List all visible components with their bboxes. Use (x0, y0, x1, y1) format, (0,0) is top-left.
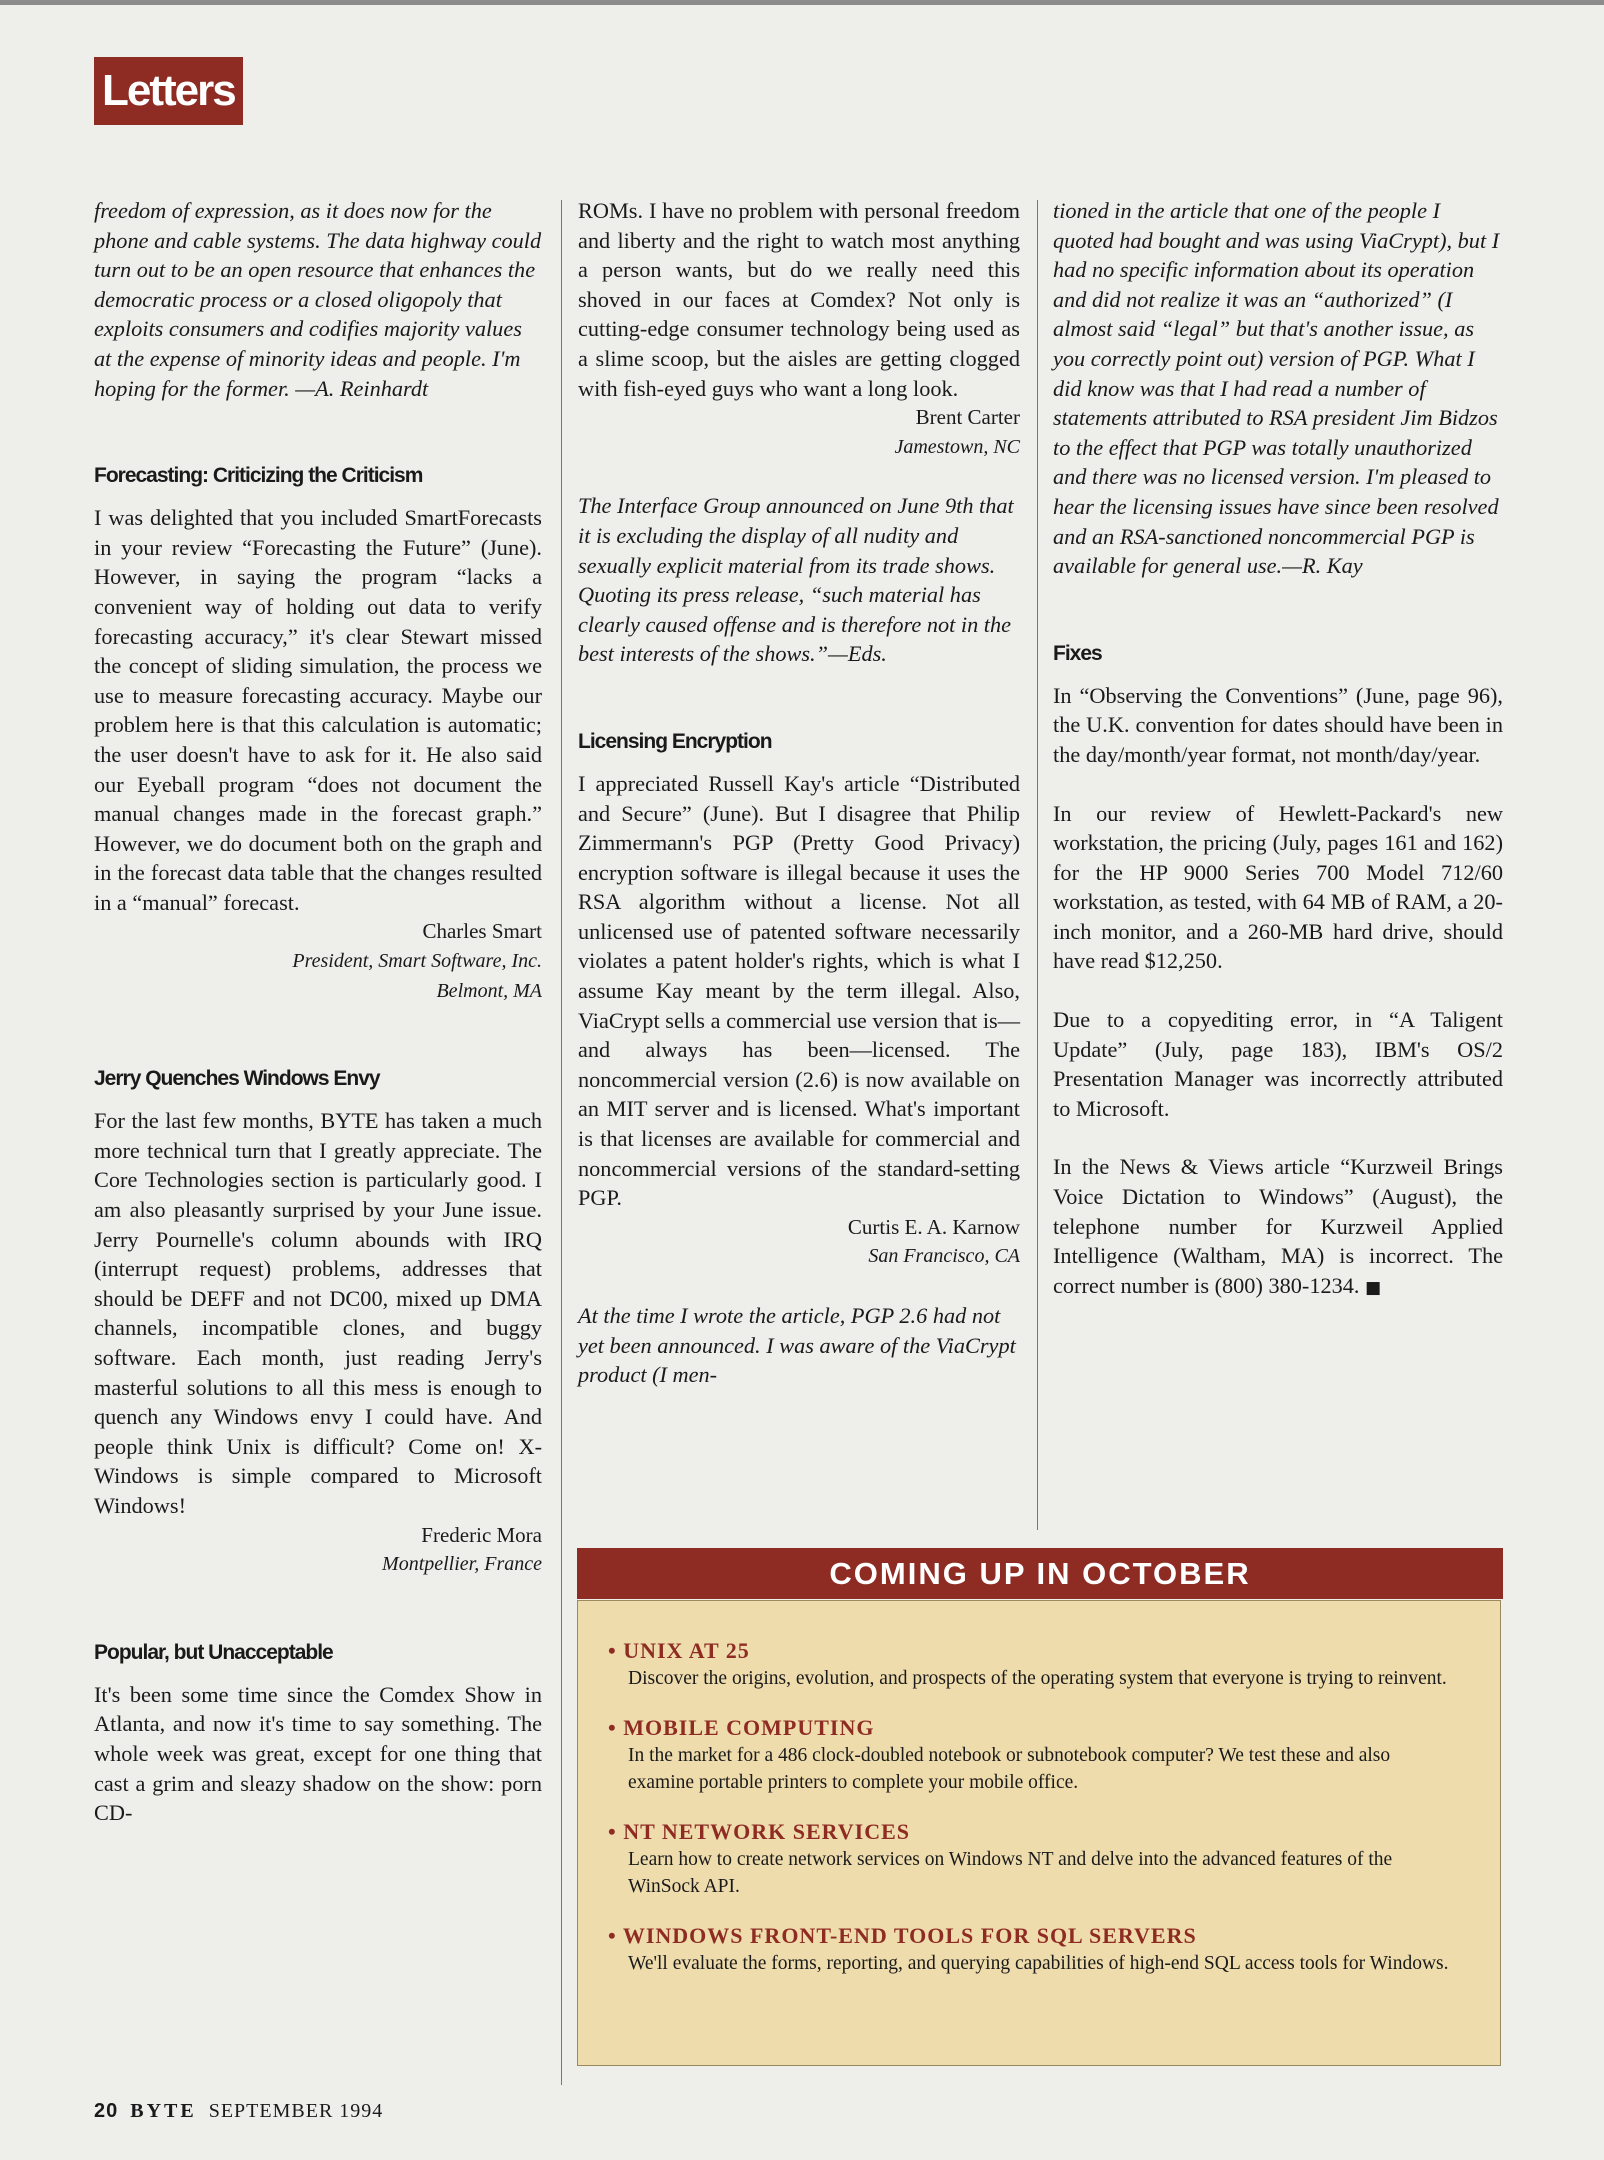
letter-reply-end: freedom of expression, as it does now for the phone and cable systems. The data highway could turn out to be an open resource that enhances the democratic process or a closed oligopoly that exploits consumers and codifies majority values at the expense of minority ideas and people. I'm hoping for the former. —A. Reinhardt (94, 198, 542, 401)
signature-location: Jamestown, NC (894, 435, 1020, 458)
signature-name: Curtis E. A. Karnow (847, 1214, 1020, 1239)
fix-item: Due to a copyediting error, in “A Taligent Update” (July, page 183), IBM's OS/2 Presentation Manager was incorrectly attributed to Microsoft. (1053, 1007, 1503, 1121)
column-3 (1053, 196, 1503, 1303)
section-heading-fixes: Fixes (1053, 641, 1102, 665)
magazine-name: BYTE (130, 2100, 197, 2122)
author-reply-continued: tioned in the article that one of the people I quoted had bought and was using ViaCrypt), but I had no specific information about its operation and did not realize it was an “authorized” (I almost said “legal” but that's another issue, as you correctly point out) version of PGP. What I did know was that I had read a number of statements attributed to RSA president Jim Bidzos to the effect that PGP was totally unauthorized and there was no licensed version. I'm pleased to hear the licensing issues have since been resolved and an RSA-sanctioned noncommercial PGP is available for general use.—R. Kay (1053, 198, 1500, 579)
signature-name: Brent Carter (915, 405, 1020, 430)
letter-signature (94, 917, 542, 1006)
coming-up-item-desc: Discover the origins, evolution, and prospects of the operating system that everyone is trying to reinvent. (628, 1668, 1447, 1689)
letter-body: For the last few months, BYTE has taken a much more technical turn that I greatly appreciate. The Core Technologies section is particularly good. I am also pleasantly surprised by your June issue. Jerry Pournelle's column abounds with IRQ (interrupt request) problems, addresses that should be DEFF and not DC00, mixed up DMA channels, incompatible clones, and buggy software. Each month, just reading Jerry's masterful solutions to all this mess is enough to quench any Windows envy I could have. And people think Unix is difficult? Come on! X-Windows is simple compared to Microsoft Windows! (94, 1108, 542, 1518)
list-item (608, 1714, 1458, 1796)
editor-note: The Interface Group announced on June 9th that it is excluding the display of all nudity and sexually explicit material from its trade shows. Quoting its press release, “such material has clearly caused offense and is therefore not in the best interests of the shows.”—Eds. (578, 493, 1014, 667)
coming-up-item-desc: In the market for a 486 clock-doubled notebook or subnotebook computer? We test these and also examine portable printers to complete your mobile office. (628, 1745, 1391, 1793)
fix-item: In our review of Hewlett-Packard's new workstation, the pricing (July, pages 161 and 162) for the HP 9000 Series 700 Model 712/60 workstation, as tested, with 64 MB of RAM, a 20-inch monitor, and a 260-MB hard drive, should have read $12,250. (1053, 800, 1503, 974)
letter-heading: Jerry Quenches Windows Envy (94, 1067, 380, 1091)
item-title-text: WINDOWS FRONT-END TOOLS FOR SQL SERVERS (622, 1923, 1197, 1948)
letter-heading: Forecasting: Criticizing the Criticism (94, 464, 423, 488)
column-2 (578, 196, 1020, 1390)
end-mark-icon: ■ (1365, 1277, 1382, 1298)
item-title-text: UNIX AT 25 (623, 1638, 750, 1663)
letter-body: It's been some time since the Comdex Show in Atlanta, and now it's time to say something. The whole week was great, except for one thing that cast a grim and sleazy shadow on the show: porn CD- (94, 1681, 542, 1826)
letter-heading: Popular, but Unacceptable (94, 1640, 333, 1664)
column-divider (1037, 200, 1038, 1530)
bullet-icon: • (608, 1923, 617, 1948)
list-item (608, 1922, 1458, 1977)
fix-item-text: In the News & Views article “Kurzweil Brings Voice Dictation to Windows” (August), the telephone number for Kurzweil Applied Intelligence (Waltham, MA) is incorrect. The correct number is (800) 380-1234. (1053, 1154, 1503, 1298)
coming-up-item-title (608, 1637, 1458, 1665)
fix-item (1053, 1152, 1503, 1303)
bullet-icon: • (608, 1638, 617, 1663)
top-rule (0, 0, 1604, 5)
letter-body: I appreciated Russell Kay's article “Distributed and Secure” (June). But I disagree that Philip Zimmermann's PGP (Pretty Good Privacy) encryption software is illegal because it uses the RSA algorithm without a license. Not all unlicensed use of patented software necessarily violates a patent holder's rights, which is what I assume Kay meant by the term illegal. Also, ViaCrypt sells a commercial use version that is—and always has been—licensed. The noncommercial version (2.6) is now available on an MIT server and is licensed. What's important is that licenses are available for commercial and noncommercial versions of the standard-setting PGP. (578, 770, 1020, 1211)
section-tag: Letters (94, 57, 243, 125)
signature-location: Belmont, MA (436, 979, 542, 1002)
coming-up-item-title (608, 1714, 1458, 1742)
signature-name: Charles Smart (422, 919, 542, 944)
bullet-icon: • (608, 1715, 617, 1740)
letter-signature (94, 1521, 542, 1580)
signature-location: Montpellier, France (382, 1553, 542, 1576)
letter-body: I was delighted that you included SmartForecasts in your review “Forecasting the Future” (June). However, in saying the program “lacks a convenient way of holding out data to verify forecasting accuracy,” it's clear Stewart missed the concept of sliding simulation, the process we use to measure forecasting accuracy. Maybe our problem here is that this calculation is automatic; the user doesn't have to ask for it. He also said our Eyeball program “does not document the manual changes made in the forecast graph.” However, we do document both on the graph and in the forecast data table that the changes resulted in a “manual” forecast. (94, 505, 542, 915)
coming-up-item-desc: Learn how to create network services on Windows NT and delve into the advanced features of the WinSock API. (628, 1849, 1393, 1897)
signature-location: San Francisco, CA (868, 1245, 1020, 1268)
letter-signature (578, 1213, 1020, 1272)
coming-up-item-title (608, 1922, 1458, 1950)
coming-up-item-desc: We'll evaluate the forms, reporting, and querying capabilities of high-end SQL access tools for Windows. (628, 1953, 1449, 1974)
page-number: 20 (94, 2100, 119, 2122)
author-reply: At the time I wrote the article, PGP 2.6 had not yet been announced. I was aware of the ViaCrypt product (I men- (578, 1303, 1016, 1388)
letter-body-continued: ROMs. I have no problem with personal freedom and liberty and the right to watch most anything a person wants, but do we really need this shoved in our faces at Comdex? Not only is cutting-edge consumer technology being used as a slime scoop, but the aisles are getting clogged with fish-eyed guys who want a long look. (578, 198, 1020, 401)
coming-up-box (577, 1600, 1501, 2066)
letter-heading: Licensing Encryption (578, 729, 772, 753)
bullet-icon: • (608, 1819, 617, 1844)
signature-affiliation: President, Smart Software, Inc. (292, 950, 542, 973)
list-item (608, 1818, 1458, 1900)
letter-signature (578, 403, 1020, 462)
coming-up-banner: COMING UP IN OCTOBER (577, 1548, 1503, 1599)
signature-name: Frederic Mora (421, 1522, 542, 1547)
column-divider (561, 200, 562, 2085)
page-footer (94, 2100, 383, 2123)
coming-up-item-title (608, 1818, 1458, 1846)
issue-date: SEPTEMBER 1994 (208, 2100, 384, 2122)
column-1 (94, 196, 542, 1828)
item-title-text: MOBILE COMPUTING (623, 1715, 875, 1740)
item-title-text: NT NETWORK SERVICES (623, 1819, 910, 1844)
list-item (608, 1637, 1458, 1692)
coming-up-list (608, 1637, 1458, 1999)
fix-item: In “Observing the Conventions” (June, page 96), the U.K. convention for dates should have been in the day/month/year format, not month/day/year. (1053, 682, 1503, 767)
